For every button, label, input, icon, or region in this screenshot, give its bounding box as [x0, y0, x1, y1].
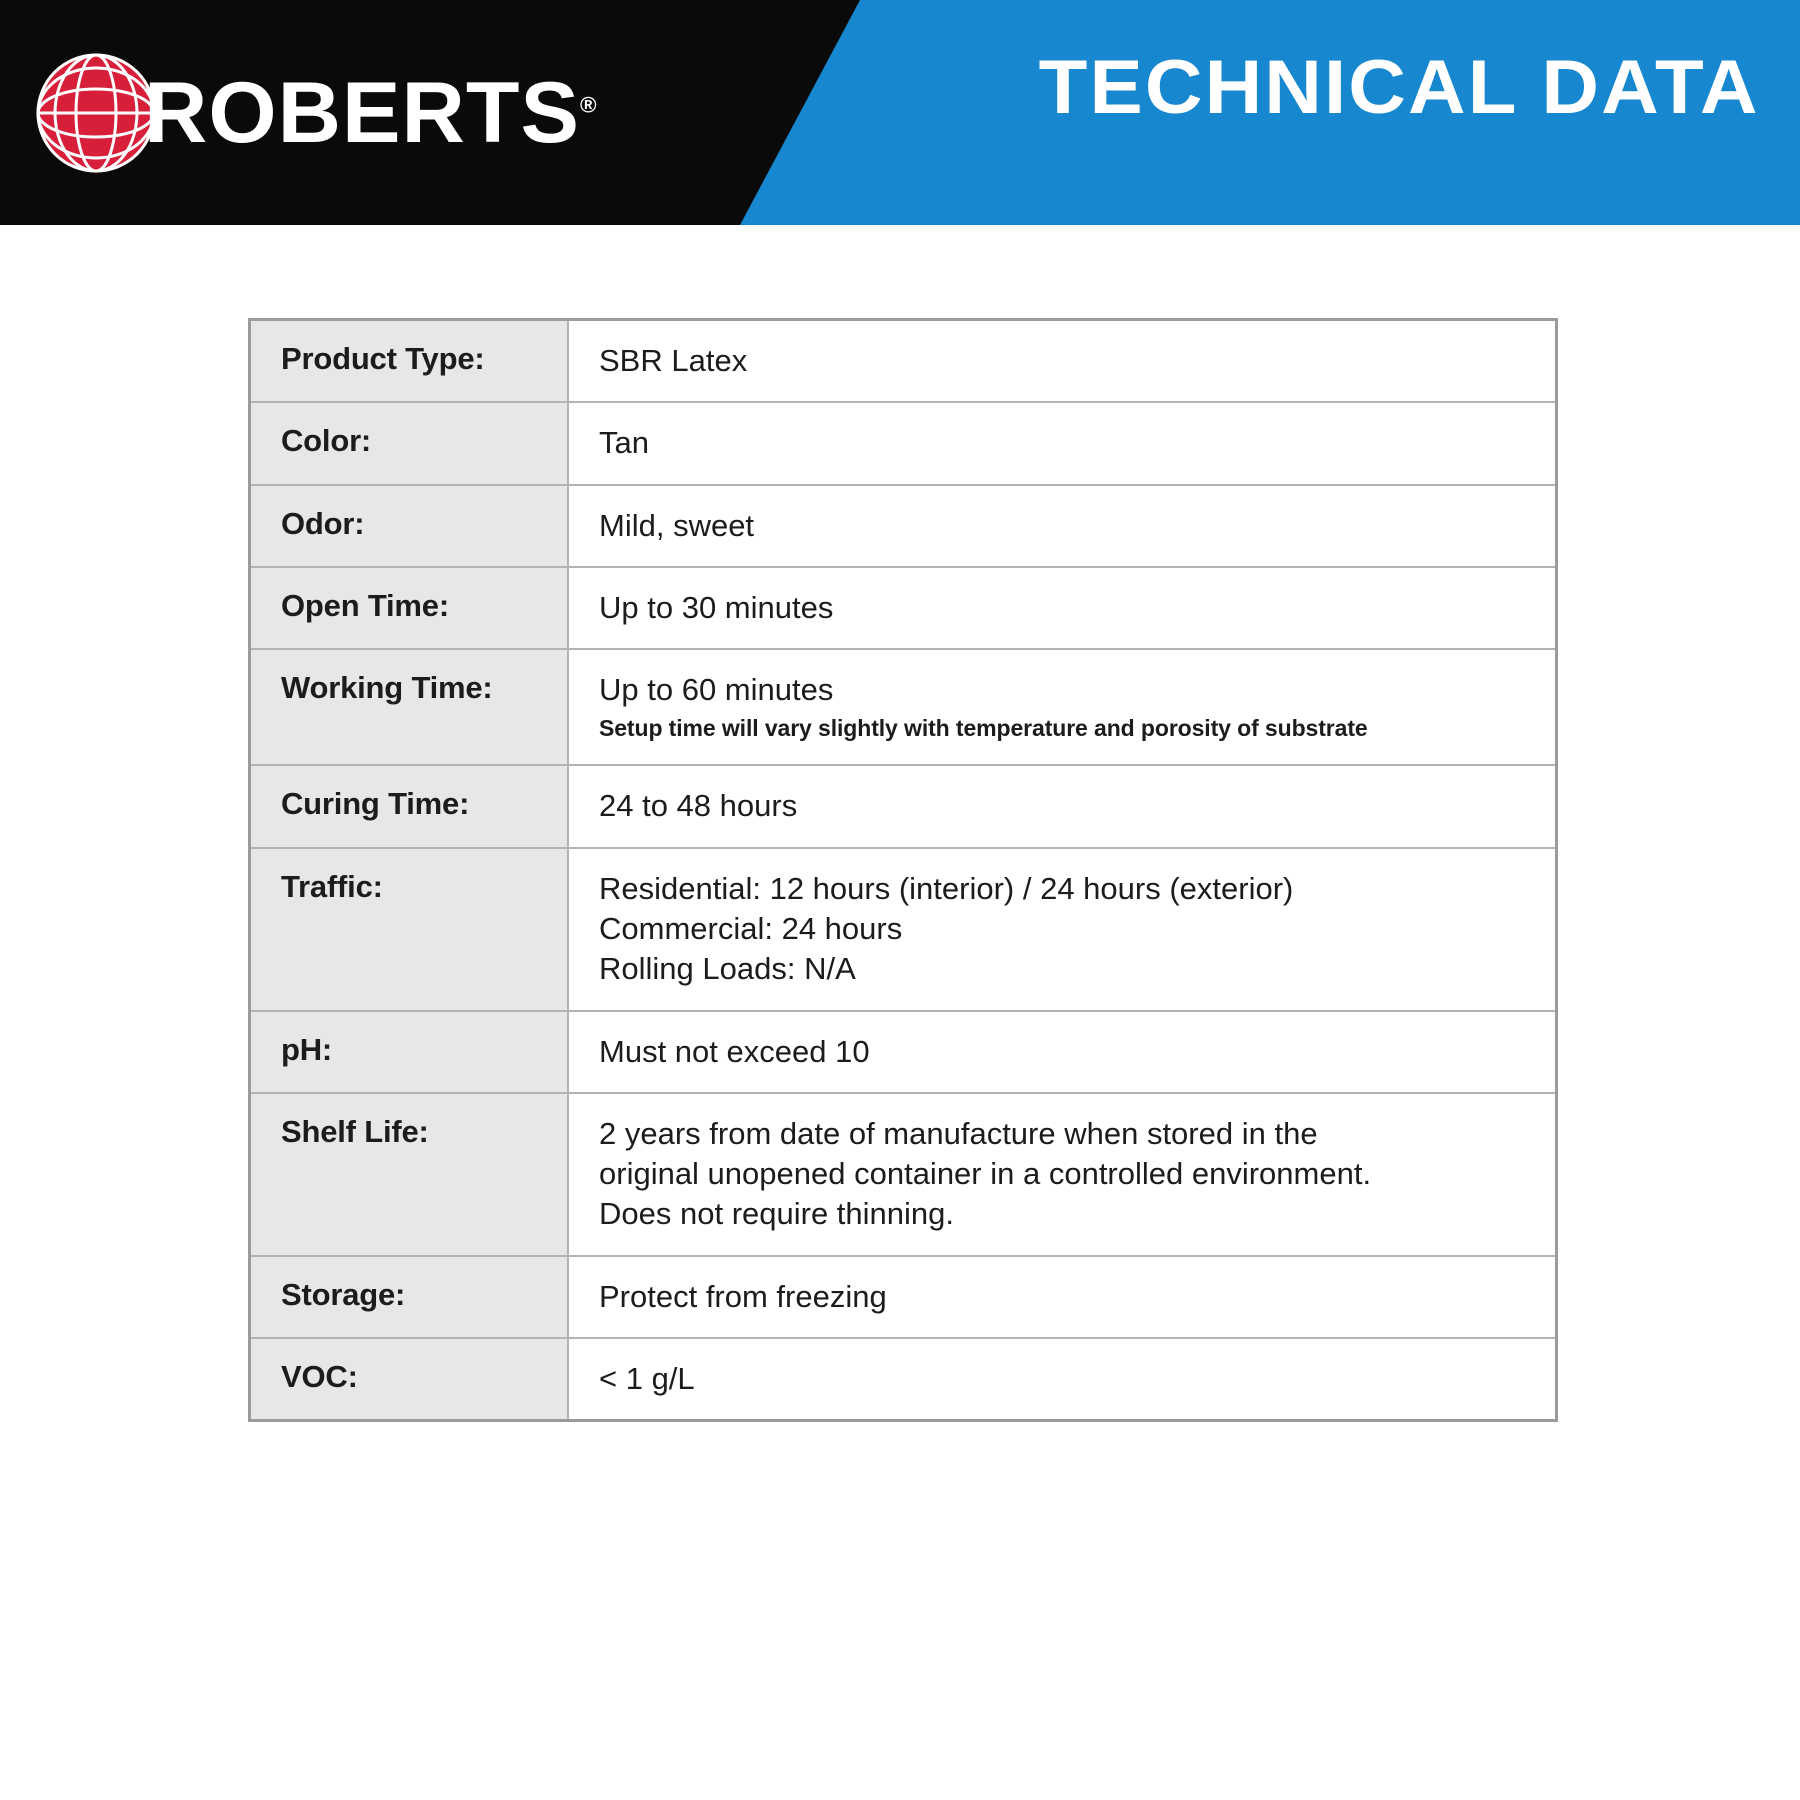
globe-icon [30, 47, 162, 179]
table-row [251, 1012, 1555, 1094]
value-line: Up to 30 minutes [599, 589, 834, 625]
row-label: Working Time: [251, 650, 569, 764]
table-row [251, 766, 1555, 848]
row-value [569, 486, 1555, 566]
value-line: < 1 g/L [599, 1361, 695, 1397]
brand-name-text: ROBERTS [144, 64, 581, 161]
row-value [569, 849, 1555, 1010]
row-value [569, 568, 1555, 648]
row-label: Product Type: [251, 321, 569, 401]
value-line: Protect from freezing [599, 1278, 887, 1314]
value-note: Setup time will vary slightly with temperature and porosity of substrate [599, 715, 1368, 742]
table-row [251, 849, 1555, 1012]
row-label: Color: [251, 403, 569, 483]
row-value [569, 1257, 1555, 1337]
value-line: Does not require thinning. [599, 1196, 955, 1232]
table-row [251, 1339, 1555, 1419]
value-line: Commercial: 24 hours [599, 910, 903, 946]
table-row [251, 403, 1555, 485]
value-line: Rolling Loads: N/A [599, 951, 856, 987]
table-row [251, 568, 1555, 650]
value-line: Must not exceed 10 [599, 1033, 870, 1069]
table-row [251, 321, 1555, 403]
table-row [251, 1094, 1555, 1257]
row-label: Traffic: [251, 849, 569, 1010]
page-header [0, 0, 1800, 225]
value-line: Tan [599, 425, 649, 461]
table-row [251, 650, 1555, 766]
page-title: TECHNICAL DATA [1039, 45, 1760, 130]
row-value [569, 403, 1555, 483]
value-line: 24 to 48 hours [599, 788, 798, 824]
value-line: Mild, sweet [599, 507, 755, 543]
row-label: Storage: [251, 1257, 569, 1337]
row-label: Odor: [251, 486, 569, 566]
technical-data-table [248, 318, 1558, 1422]
value-line: 2 years from date of manufacture when stored in the [599, 1115, 1318, 1151]
value-line: SBR Latex [599, 343, 748, 378]
table-row [251, 486, 1555, 568]
brand-name [144, 64, 598, 161]
row-value [569, 766, 1555, 846]
registered-mark: ® [580, 91, 598, 117]
row-label: Open Time: [251, 568, 569, 648]
row-label: Shelf Life: [251, 1094, 569, 1255]
table-row [251, 1257, 1555, 1339]
row-label: VOC: [251, 1339, 569, 1419]
row-value [569, 650, 1555, 764]
value-line: Residential: 12 hours (interior) / 24 hours (exterior) [599, 870, 1294, 906]
row-value [569, 1094, 1555, 1255]
row-label: Curing Time: [251, 766, 569, 846]
row-value [569, 1339, 1555, 1419]
value-line: original unopened container in a controlled environment. [599, 1156, 1372, 1192]
value-line: Up to 60 minutes [599, 672, 834, 708]
row-value [569, 1012, 1555, 1092]
row-value [569, 321, 1555, 401]
brand-logo [30, 40, 598, 185]
row-label: pH: [251, 1012, 569, 1092]
